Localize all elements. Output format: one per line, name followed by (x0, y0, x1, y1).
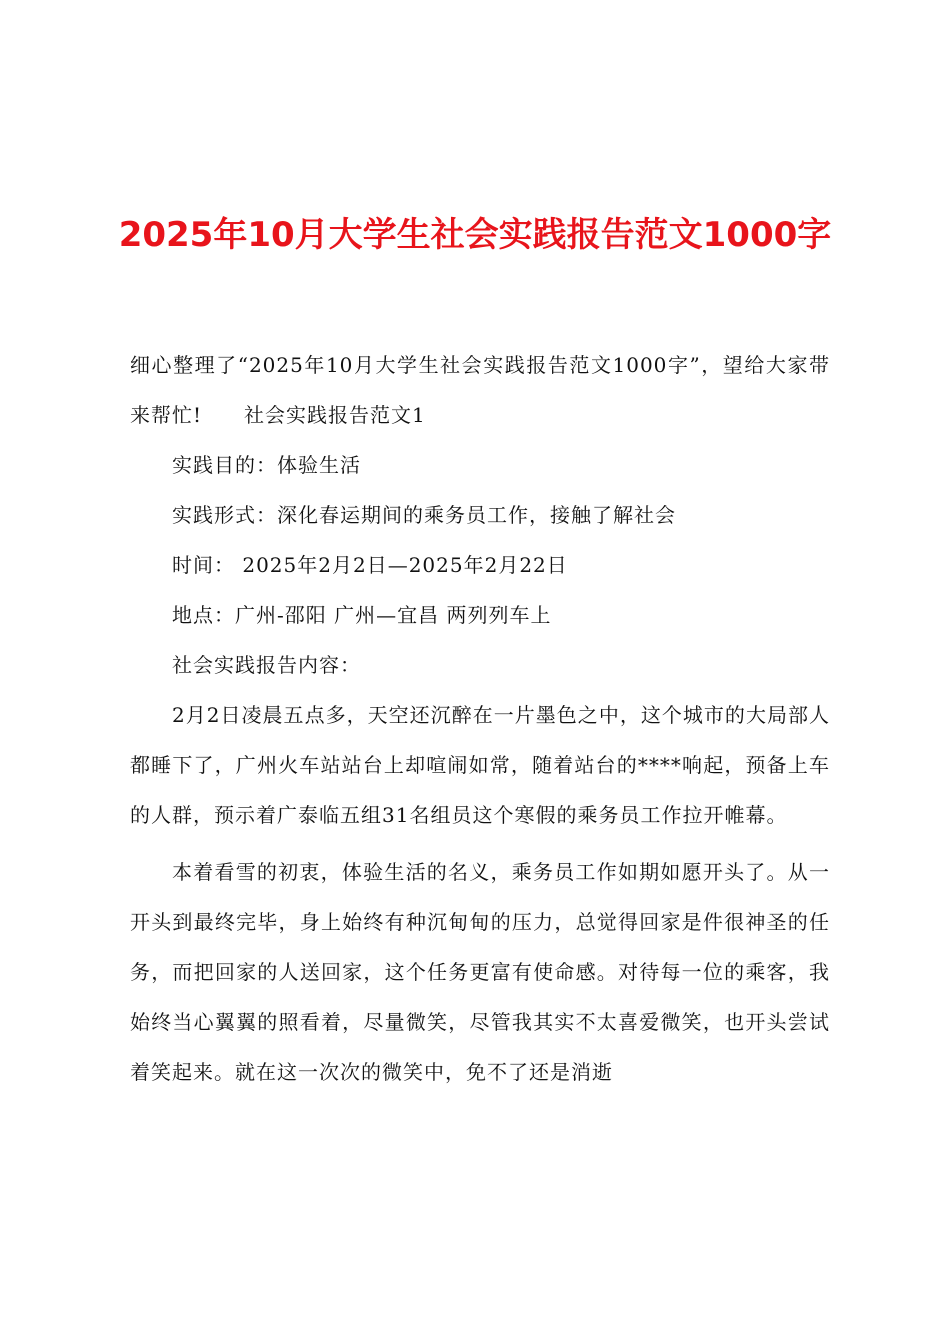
body-paragraph: 本着看雪的初衷，体验生活的名义，乘务员工作如期如愿开头了。从一开头到最终完毕，身上始终有种沉甸甸的压力，总觉得回家是件很神圣的任务，而把回家的人送回家，这个任务更富有使命感。对待每一位的乘客，我始终当心翼翼的照看着，尽量微笑，尽管我其实不太喜爱微笑，也开头尝试着笑起来。就在这一次次的微笑中，免不了还是消逝 (130, 860, 830, 1084)
report-content-heading: 社会实践报告内容： (172, 653, 361, 677)
document-title: 2025年10月大学生社会实践报告范文1000字 (118, 215, 832, 255)
body-paragraph: 2月2日凌晨五点多，天空还沉醉在一片墨色之中，这个城市的大局部人都睡下了，广州火车站站台上却喧闹如常，随着站台的****响起，预备上车的人群，预示着广泰临五组31名组员这个寒假的乘务员工作拉开帷幕。 (130, 703, 830, 827)
document-body (130, 340, 830, 1097)
practice-location: 地点：广州-邵阳 广州—宜昌 两列列车上 (172, 603, 552, 627)
practice-time: 时间： 2025年2月2日—2025年2月22日 (172, 553, 568, 577)
practice-purpose: 实践目的：体验生活 (172, 453, 361, 477)
intro-paragraph: 细心整理了“2025年10月大学生社会实践报告范文1000字”，望给大家带来帮忙! 社会实践报告范文1 (130, 353, 830, 427)
practice-form: 实践形式：深化春运期间的乘务员工作，接触了解社会 (172, 503, 676, 527)
